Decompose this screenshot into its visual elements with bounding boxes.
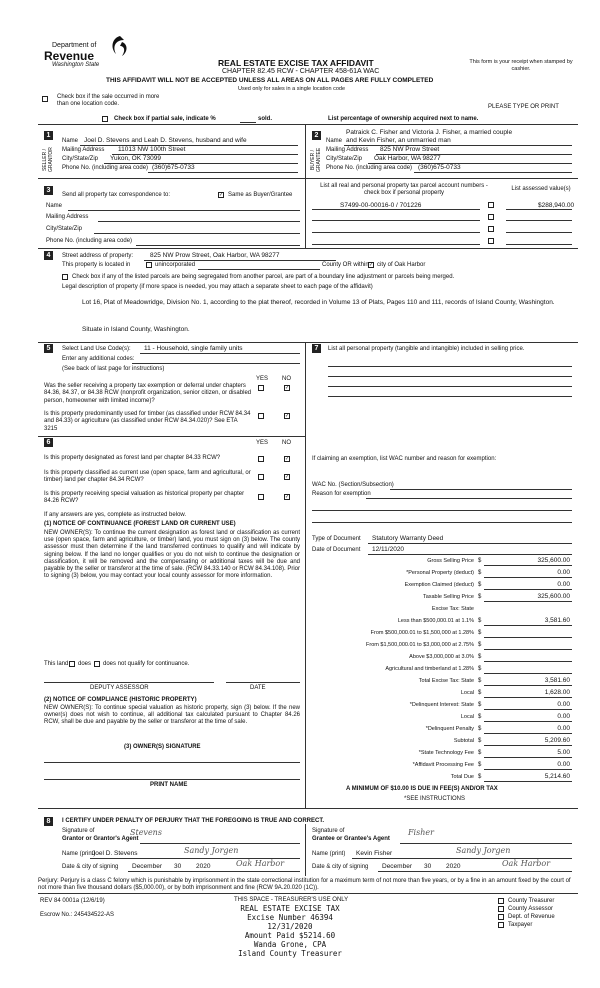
- grantee-signature: Fisher: [408, 828, 434, 837]
- tax-row-value: 3,581.60: [544, 617, 570, 624]
- tax-row-currency: $: [478, 666, 482, 672]
- tax-row-currency: $: [478, 558, 482, 564]
- does-label: does: [78, 661, 92, 667]
- tax-row-line: [484, 625, 572, 626]
- grantee-sig-label-2: Grantee or Grantee's Agent: [312, 836, 390, 842]
- tax-row-line: [484, 673, 572, 674]
- tax-row-value: 325,600.00: [537, 557, 570, 564]
- exemption-label: If claiming an exemption, list WAC number and reason for exemption:: [312, 456, 497, 462]
- copy-treasurer-label: County Treasurer: [508, 898, 555, 904]
- dor-logo-icon: [108, 34, 132, 60]
- copy-dor-checkbox[interactable]: [498, 914, 504, 920]
- s6-q2: Is this property classified as current use (open space, farm and agricultural, or timber) land per chapter 84.34 RCW?: [44, 470, 251, 484]
- tax-row-currency: $: [478, 582, 482, 588]
- tax-row-value: 0.00: [557, 569, 570, 576]
- tax-row-currency: $: [478, 654, 482, 660]
- assessed-value: $288,940.00: [538, 202, 575, 209]
- seller-mail-label: Mailing Address: [62, 147, 105, 153]
- s6-no-header: NO: [282, 440, 291, 446]
- form-title: REAL ESTATE EXCISE TAX AFFIDAVIT: [218, 58, 374, 68]
- land-label: This land: [44, 661, 69, 667]
- s6-q3: Is this property receiving special valuation as historical property per chapter 84.26 RCW?: [44, 491, 245, 505]
- tax-row-line: [484, 577, 572, 578]
- land-does-checkbox[interactable]: [69, 661, 75, 667]
- seller-city-label: City/State/Zip: [62, 156, 99, 162]
- tax-row-label: Local: [460, 690, 474, 696]
- buyer-side-label: BUYER / GRANTEE: [310, 147, 322, 173]
- tax-row-label: Subtotal: [453, 738, 474, 744]
- multi-location-checkbox[interactable]: [42, 96, 48, 102]
- tax-row-line: [484, 637, 572, 638]
- tax-row-label: Taxable Selling Price: [422, 594, 474, 600]
- street-address: 825 NW Prow Street, Oak Harbor, WA 98277: [150, 252, 280, 259]
- tax-row-line: [484, 649, 572, 650]
- treasurer-stamp: [200, 904, 380, 958]
- city-name: city of Oak Harbor: [377, 262, 426, 268]
- copy-assessor-label: County Assessor: [508, 906, 554, 912]
- s6-q3-yes[interactable]: [258, 494, 264, 500]
- s3-name-label: Name: [46, 203, 63, 209]
- same-as-buyer-label: Same as Buyer/Grantee: [228, 192, 293, 198]
- grantee-date-label: Date & city of signing: [312, 864, 369, 870]
- tax-row-label: Above $3,000,000 at 3.0%: [409, 654, 474, 660]
- tax-row-label: Less than $500,000.01 at 1.1%: [397, 618, 474, 624]
- tax-row-value: 0.00: [557, 761, 570, 768]
- escrow-number: Escrow No.: 245434522-AS: [40, 912, 115, 918]
- s6-q3-no[interactable]: ✓: [285, 494, 290, 500]
- assessed-header: List assessed value(s): [511, 186, 571, 192]
- tax-row-line: [484, 757, 572, 758]
- s3-city-label: City/State/Zip: [46, 226, 83, 232]
- unincorporated-label: unincorporated: [155, 262, 196, 268]
- city-checkbox[interactable]: ✓: [369, 262, 374, 268]
- tax-row-line: [484, 769, 572, 770]
- copy-taxpayer-checkbox[interactable]: [498, 922, 504, 928]
- please-type: PLEASE TYPE OR PRINT: [488, 104, 559, 110]
- s5-q1-no[interactable]: ✓: [285, 385, 290, 391]
- s5-q2-yes[interactable]: [258, 413, 264, 419]
- seller-phone: (360)675-0733: [152, 164, 195, 171]
- same-as-buyer-checkbox[interactable]: ✓: [219, 192, 224, 198]
- multi-location-label: Check box if the sale occurred in more than one location code.: [57, 94, 160, 107]
- tax-row-line: [484, 661, 572, 662]
- grantor-name: Joel D. Stevens: [92, 850, 138, 857]
- form-chapter: CHAPTER 82.45 RCW - CHAPTER 458-61A WAC: [222, 68, 380, 75]
- treasurer-use-label: THIS SPACE - TREASURER'S USE ONLY: [234, 897, 349, 903]
- grantor-sig-label: Signature of: [62, 828, 95, 834]
- tax-row-label: Total Due: [450, 774, 474, 780]
- located-label: This property is located in: [62, 262, 131, 268]
- copy-treasurer-checkbox[interactable]: [498, 898, 504, 904]
- section-2-marker: 2: [312, 131, 321, 140]
- grantee-name-label: Name (print): [312, 851, 346, 857]
- tax-row-label: *Delinquent Interest: State: [409, 702, 474, 708]
- buyer-city-label: City/State/Zip: [326, 156, 363, 162]
- section-5-marker: 5: [44, 344, 53, 353]
- logo-dept: Department of: [52, 42, 97, 49]
- grantee-sig-label: Signature of: [312, 828, 345, 834]
- dor-logo: [38, 38, 138, 72]
- s6-yes-header: YES: [256, 440, 269, 446]
- notice-1-title: (1) NOTICE OF CONTINUANCE (FOREST LAND OR CURRENT USE): [44, 521, 236, 527]
- tax-row-value: 5.00: [557, 749, 570, 756]
- tax-row-currency: $: [478, 642, 482, 648]
- additional-codes-label: Enter any additional codes:: [62, 356, 135, 362]
- copy-assessor-checkbox[interactable]: [498, 906, 504, 912]
- buyer-mail-label: Mailing Address: [326, 147, 369, 153]
- grantor-signature: Stevens: [130, 828, 162, 837]
- notice-2-body: NEW OWNER(S): To continue special valuation as historic property, sign (3) below. If the new owner(s) does not wish to continue, all additional tax calculated pursuant to Chapter 84.26 RCW, shall be due and payable by the seller or transferor at the time of sale.: [44, 705, 300, 726]
- see-back-label: (See back of last page for instructions): [62, 366, 165, 372]
- tax-row-label: Exemption Claimed (deduct): [404, 582, 474, 588]
- copy-dor-label: Dept. of Revenue: [508, 914, 555, 920]
- section-8-marker: 8: [44, 817, 53, 826]
- deputy-assessor-label: DEPUTY ASSESSOR: [90, 685, 149, 691]
- s5-no-header: NO: [282, 376, 291, 382]
- tax-row-value: 0.00: [557, 713, 570, 720]
- county-or-label: County OR within: [322, 262, 369, 268]
- form-rev: REV 84 0001a (12/6/19): [40, 898, 105, 904]
- s6-q1-yes[interactable]: [258, 456, 264, 462]
- legal-lot: Lot 16, Plat of Meadowridge, Division No. 1, according to the plat thereof, recorded in Volume 13 of Plats, Pages 110 and 111, records of Island County, Washington.: [82, 299, 555, 306]
- tax-row-line: [484, 745, 572, 746]
- tax-row-currency: $: [478, 630, 482, 636]
- buyer-city: Oak Harbor, WA 98277: [374, 155, 441, 162]
- tax-row-currency: $: [478, 594, 482, 600]
- s5-q2: Is this property predominantly used for timber (as classified under RCW 84.34 and 84.33) or agriculture (as classified under RCW 84.34.020)? See ETA 3215: [44, 411, 251, 432]
- doc-date-label: Date of Document: [312, 547, 361, 553]
- tax-row-value: 5,209.60: [544, 737, 570, 744]
- logo-state: Washington State: [52, 62, 100, 68]
- see-instructions: *SEE INSTRUCTIONS: [404, 796, 466, 802]
- tax-row-currency: $: [478, 570, 482, 576]
- parcel-list-header: List all real and personal property tax parcel account numbers - check box if personal property: [320, 183, 488, 196]
- tax-row-label: Local: [460, 714, 474, 720]
- tax-row-line: [484, 709, 572, 710]
- tax-row-line: [484, 685, 572, 686]
- s6-q1-no[interactable]: ✓: [285, 456, 290, 462]
- receipt-note: This form is your receipt when stamped by cashier.: [469, 59, 573, 72]
- legal-situate: Situate in Island County, Washington.: [82, 326, 190, 333]
- tax-row-line: [484, 565, 572, 566]
- form-warning: THIS AFFIDAVIT WILL NOT BE ACCEPTED UNLESS ALL AREAS ON ALL PAGES ARE FULLY COMPLETED: [106, 77, 434, 84]
- grantor-name-label: Name (print): [62, 851, 96, 857]
- tax-row-value: 325,600.00: [537, 593, 570, 600]
- grantor-agent-signature: Sandy Jorgen: [184, 846, 239, 855]
- print-name-label: PRINT NAME: [150, 782, 188, 788]
- grantor-date-month: December: [132, 863, 162, 870]
- tax-row-label: *State Technology Fee: [418, 750, 474, 756]
- tax-row-label: Gross Selling Price: [427, 558, 474, 564]
- tax-row-line: [484, 781, 572, 782]
- doc-type: Statutory Warranty Deed: [372, 535, 444, 542]
- tax-row-currency: $: [478, 774, 482, 780]
- grantee-city-signature: Oak Harbor: [502, 859, 551, 868]
- s5-q1: Was the seller receiving a property tax exemption or deferral under chapters 84.36, 84.37, or 84.38 RCW (nonprofit organization, senior citizen, or disabled person, homeowner with limited income)?: [44, 383, 252, 404]
- stamp-line-6: Island County Treasurer: [238, 949, 342, 958]
- section-3-marker: 3: [44, 186, 53, 195]
- tax-row-label: Total Excise Tax: State: [418, 678, 474, 684]
- send-corr-label: Send all property tax correspondence to:: [62, 192, 171, 198]
- tax-row-value: 0.00: [557, 581, 570, 588]
- tax-row-label: Agricultural and timberland at 1.28%: [385, 666, 474, 672]
- perjury-note: Perjury: Perjury is a class C felony which is punishable by imprisonment in the state correctional institution for a maximum term of not more than five years, or by a fine in an amount fixed by the court of not more than five thousand dollars ($5,000.00), or by both imprisonment and fine (RCW 9A.20.020 (1C)).: [38, 878, 571, 891]
- seller-name-label: Name: [62, 138, 79, 144]
- unincorporated-checkbox[interactable]: [146, 262, 152, 268]
- seller-mail: 11013 NW 100th Street: [118, 146, 186, 153]
- notice-2-title: (2) NOTICE OF COMPLIANCE (HISTORIC PROPERTY): [44, 697, 197, 703]
- tax-row-currency: $: [478, 678, 482, 684]
- tax-row-label: From $500,000.01 to $1,500,000 at 1.28%: [370, 630, 474, 636]
- partial-sale-label: Check box if partial sale, indicate %: [114, 116, 216, 122]
- segregated-label: Check box if any of the listed parcels are being segregated from another parcel, are part of a boundary line adjustment or parcels being merged.: [72, 274, 455, 280]
- grantor-date-year: 2020: [196, 863, 211, 870]
- s6-q2-yes[interactable]: [258, 474, 264, 480]
- s3-mail-label: Mailing Address: [46, 214, 89, 220]
- buyer-mail: 825 NW Prow Street: [380, 146, 440, 153]
- tax-row-currency: $: [478, 750, 482, 756]
- s5-q1-yes[interactable]: [258, 385, 264, 391]
- grantor-date-day: 30: [174, 863, 182, 870]
- buyer-phone: (360)675-0733: [418, 164, 461, 171]
- land-use-label: Select Land Use Code(s):: [62, 346, 131, 352]
- stamp-line-1: REAL ESTATE EXCISE TAX: [240, 904, 340, 913]
- grantor-sig-label-2: Grantor or Grantor's Agent: [62, 836, 139, 842]
- s5-yes-header: YES: [256, 376, 269, 382]
- seller-name: Joel D. Stevens and Leah D. Stevens, husband and wife: [84, 137, 247, 144]
- tax-row-value: 3,581.60: [544, 677, 570, 684]
- tax-row-currency: $: [478, 762, 482, 768]
- grantee-date-month: December: [382, 863, 412, 870]
- deputy-date-label: DATE: [250, 685, 266, 691]
- minimum-fee-note: A MINIMUM OF $10.00 IS DUE IN FEE(S) AND/OR TAX: [346, 786, 498, 792]
- seller-side-label: SELLER / GRANTOR: [42, 147, 54, 173]
- tax-row-label: *Affidavit Processing Fee: [412, 762, 474, 768]
- tax-row-line: [484, 697, 572, 698]
- tax-row-currency: $: [478, 618, 482, 624]
- street-label: Street address of property:: [62, 253, 134, 259]
- tax-row-label: From $1,500,000.01 to $3,000,000 at 2.75%: [366, 642, 474, 648]
- legal-desc-label: Legal description of property (if more space is needed, you may attach a separate sheet to each page of the affidavit): [62, 284, 373, 290]
- reason-label: Reason for exemption: [312, 491, 371, 497]
- tax-row-line: [484, 589, 572, 590]
- grantor-city-signature: Oak Harbor: [236, 859, 285, 868]
- parcel-personal-checkbox-3[interactable]: [488, 226, 494, 232]
- parcel-personal-checkbox-1[interactable]: [488, 202, 494, 208]
- stamp-line-2: Excise Number 46394: [247, 913, 333, 922]
- owner-sig-label: (3) OWNER(S) SIGNATURE: [124, 744, 201, 750]
- land-not-qualify-checkbox[interactable]: [94, 661, 100, 667]
- tax-row-currency: $: [478, 690, 482, 696]
- s6-q1: Is this property designated as forest land per chapter 84.33 RCW?: [44, 455, 221, 461]
- copy-taxpayer-label: Taxpayer: [508, 922, 533, 928]
- not-qualify-label: does not qualify for continuance.: [103, 661, 190, 667]
- s3-phone-label: Phone No. (including area code): [46, 238, 133, 244]
- logo-revenue: Revenue: [44, 49, 95, 63]
- stamp-line-4: Amount Paid $5214.60: [244, 931, 336, 940]
- sold-label: sold.: [258, 116, 273, 122]
- tax-row-value: 0.00: [557, 725, 570, 732]
- grantee-agent-signature: Sandy Jorgen: [456, 846, 511, 855]
- grantor-date-label: Date & city of signing: [62, 864, 119, 870]
- tax-row-line: [484, 601, 572, 602]
- partial-sale-checkbox[interactable]: [102, 116, 108, 122]
- grantee-date-day: 30: [424, 863, 432, 870]
- tax-row-currency: $: [478, 714, 482, 720]
- notice-1-body: NEW OWNER(S): To continue the current designation as forest land or classification as current use (open space, farm and agriculture, or timber) land, you must sign on (3) below. The county assessor must then determine if the land transferred continues to qualify and will indicate by signing below. If the land no longer qualifies or you do not wish to continue the designation or classification, it will be removed and the compensating or additional taxes will be due and payable by the seller or transferor at the time of sale. (RCW 84.33.140 or RCW 84.34.108). Prior to signing (3) below, you may contact your local county assessor for more information.: [44, 530, 300, 580]
- stamp-line-5: Wanda Grone, CPA: [253, 940, 327, 949]
- parcel-number: S7499-00-00016-0 / 701226: [340, 202, 422, 209]
- section-7-marker: 7: [312, 344, 321, 353]
- parcel-personal-checkbox-4[interactable]: [488, 238, 494, 244]
- tax-row-value: 0.00: [557, 701, 570, 708]
- section-1-marker: 1: [44, 131, 53, 140]
- s5-q2-no[interactable]: ✓: [285, 413, 290, 419]
- tax-row-value: 1,628.00: [544, 689, 570, 696]
- tax-row-label: Excise Tax: State: [431, 606, 474, 612]
- tax-row-value: 5,214.60: [544, 773, 570, 780]
- buyer-name-1: Patraick C. Fisher and Victoria J. Fisher, a married couple: [346, 129, 513, 136]
- tax-row-label: *Personal Property (deduct): [406, 570, 474, 576]
- parcel-personal-checkbox-2[interactable]: [488, 214, 494, 220]
- stamp-line-3: 12/31/2020: [267, 922, 313, 931]
- certify-statement: I CERTIFY UNDER PENALTY OF PERJURY THAT THE FOREGOING IS TRUE AND CORRECT.: [62, 818, 325, 824]
- wac-label: WAC No. (Section/Subsection): [312, 482, 394, 488]
- doc-date: 12/11/2020: [372, 546, 405, 553]
- tax-row-currency: $: [478, 702, 482, 708]
- section-4-marker: 4: [44, 251, 53, 260]
- if-yes-note: If any answers are yes, complete as instructed below.: [44, 512, 187, 518]
- ownership-pct-label: List percentage of ownership acquired next to name.: [328, 116, 479, 122]
- tax-row-label: *Delinquent Penalty: [425, 726, 474, 732]
- seller-city: Yukon, OK 73099: [110, 155, 161, 162]
- section-6-marker: 6: [44, 438, 53, 447]
- buyer-name-2: and Kevin Fisher, an unmarried man: [346, 137, 451, 144]
- tax-row-line: [484, 733, 572, 734]
- buyer-phone-label: Phone No. (including area code): [326, 165, 413, 171]
- doc-type-label: Type of Document: [312, 536, 361, 542]
- personal-prop-label: List all personal property (tangible and intangible) included in selling price.: [328, 346, 525, 352]
- grantee-date-year: 2020: [446, 863, 461, 870]
- buyer-name-label: Name: [326, 138, 343, 144]
- tax-row-currency: $: [478, 738, 482, 744]
- s6-q2-no[interactable]: ✓: [285, 474, 290, 480]
- tax-row-currency: $: [478, 726, 482, 732]
- seller-phone-label: Phone No. (including area code): [62, 165, 149, 171]
- land-use-code: 11 - Household, single family units: [144, 345, 243, 352]
- tax-row-line: [484, 721, 572, 722]
- used-only-note: Used only for sales in a single location code: [238, 86, 346, 92]
- segregated-checkbox[interactable]: [62, 274, 68, 280]
- grantee-name: Kevin Fisher: [356, 850, 393, 857]
